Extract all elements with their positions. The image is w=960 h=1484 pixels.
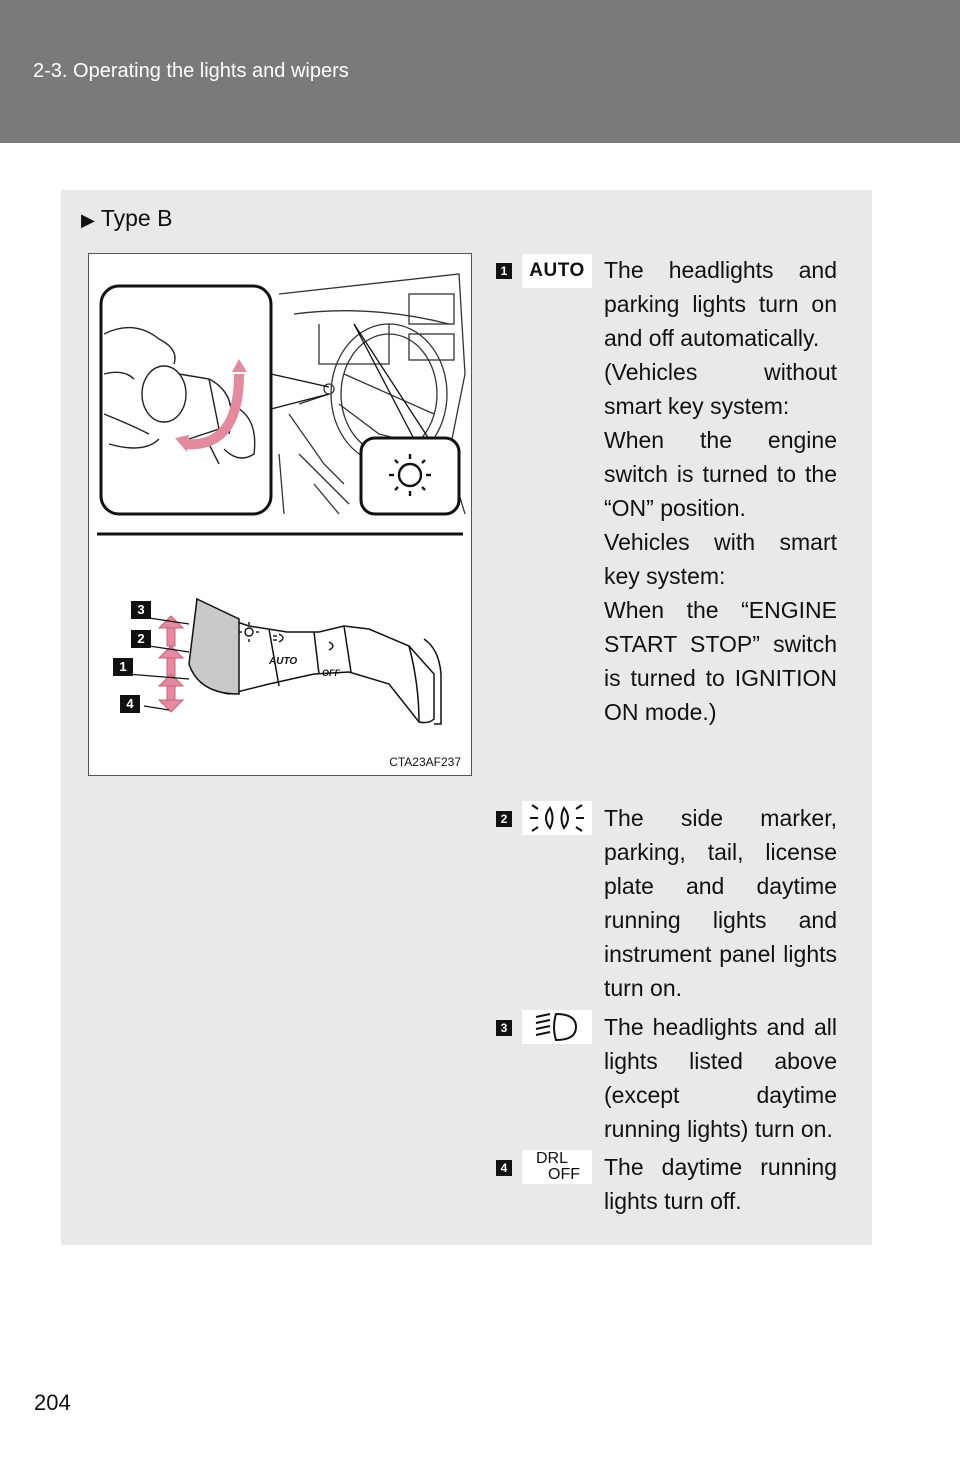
type-heading-text: Type B (100, 205, 173, 231)
item-1-paragraph: The headlights and parking lights turn on and off automatically. (604, 257, 837, 351)
item-1-paragraph: (Vehicles without smart key system: (604, 359, 837, 419)
parking-lights-icon (522, 801, 592, 835)
off-line: OFF (548, 1166, 580, 1183)
item-number-2: 2 (496, 811, 512, 827)
item-4-description (604, 1150, 837, 1218)
type-heading (81, 205, 172, 232)
item-1-paragraph: Vehicles with smart key system: (604, 529, 837, 589)
item-3-paragraph: The headlights and all lights listed above (except daytime running lights) turn on. (604, 1014, 837, 1142)
item-1-paragraph: When the engine switch is turned to the “ON” position. (604, 427, 837, 521)
figure-callout-3: 3 (131, 601, 151, 619)
item-number-1: 1 (496, 263, 512, 279)
headlight-icon (522, 1010, 592, 1044)
item-4-paragraph: The daytime running lights turn off. (604, 1154, 837, 1214)
drl-off-text (536, 1151, 580, 1183)
item-1-description (604, 253, 837, 729)
item-2-paragraph: The side marker, parking, tail, license plate and daytime running lights and instrument panel lights turn on. (604, 805, 837, 1001)
item-2-description (604, 801, 837, 1005)
lever-auto-label: AUTO (269, 656, 298, 667)
auto-symbol-text: AUTO (529, 260, 585, 281)
light-switch-illustration (88, 253, 472, 776)
item-3-description (604, 1010, 837, 1146)
triangle-bullet-icon: ▶ (81, 210, 95, 230)
figure-callout-1: 1 (113, 658, 133, 676)
figure-callout-4: 4 (120, 695, 140, 713)
item-number-3: 3 (496, 1020, 512, 1036)
lever-off-label: OFF (322, 668, 340, 678)
drl-off-symbol (522, 1150, 592, 1184)
item-number-4: 4 (496, 1160, 512, 1176)
item-1-paragraph: When the “ENGINE START STOP” switch is turned to IGNITION ON mode.) (604, 597, 837, 725)
page-number: 204 (34, 1390, 71, 1415)
illustration-drawing (89, 254, 473, 777)
auto-symbol (522, 254, 592, 288)
figure-callout-2: 2 (131, 630, 151, 648)
figure-code: CTA23AF237 (389, 755, 461, 769)
drl-line: DRL (536, 1150, 569, 1167)
section-title: 2-3. Operating the lights and wipers (33, 60, 349, 82)
page-header (0, 0, 960, 143)
